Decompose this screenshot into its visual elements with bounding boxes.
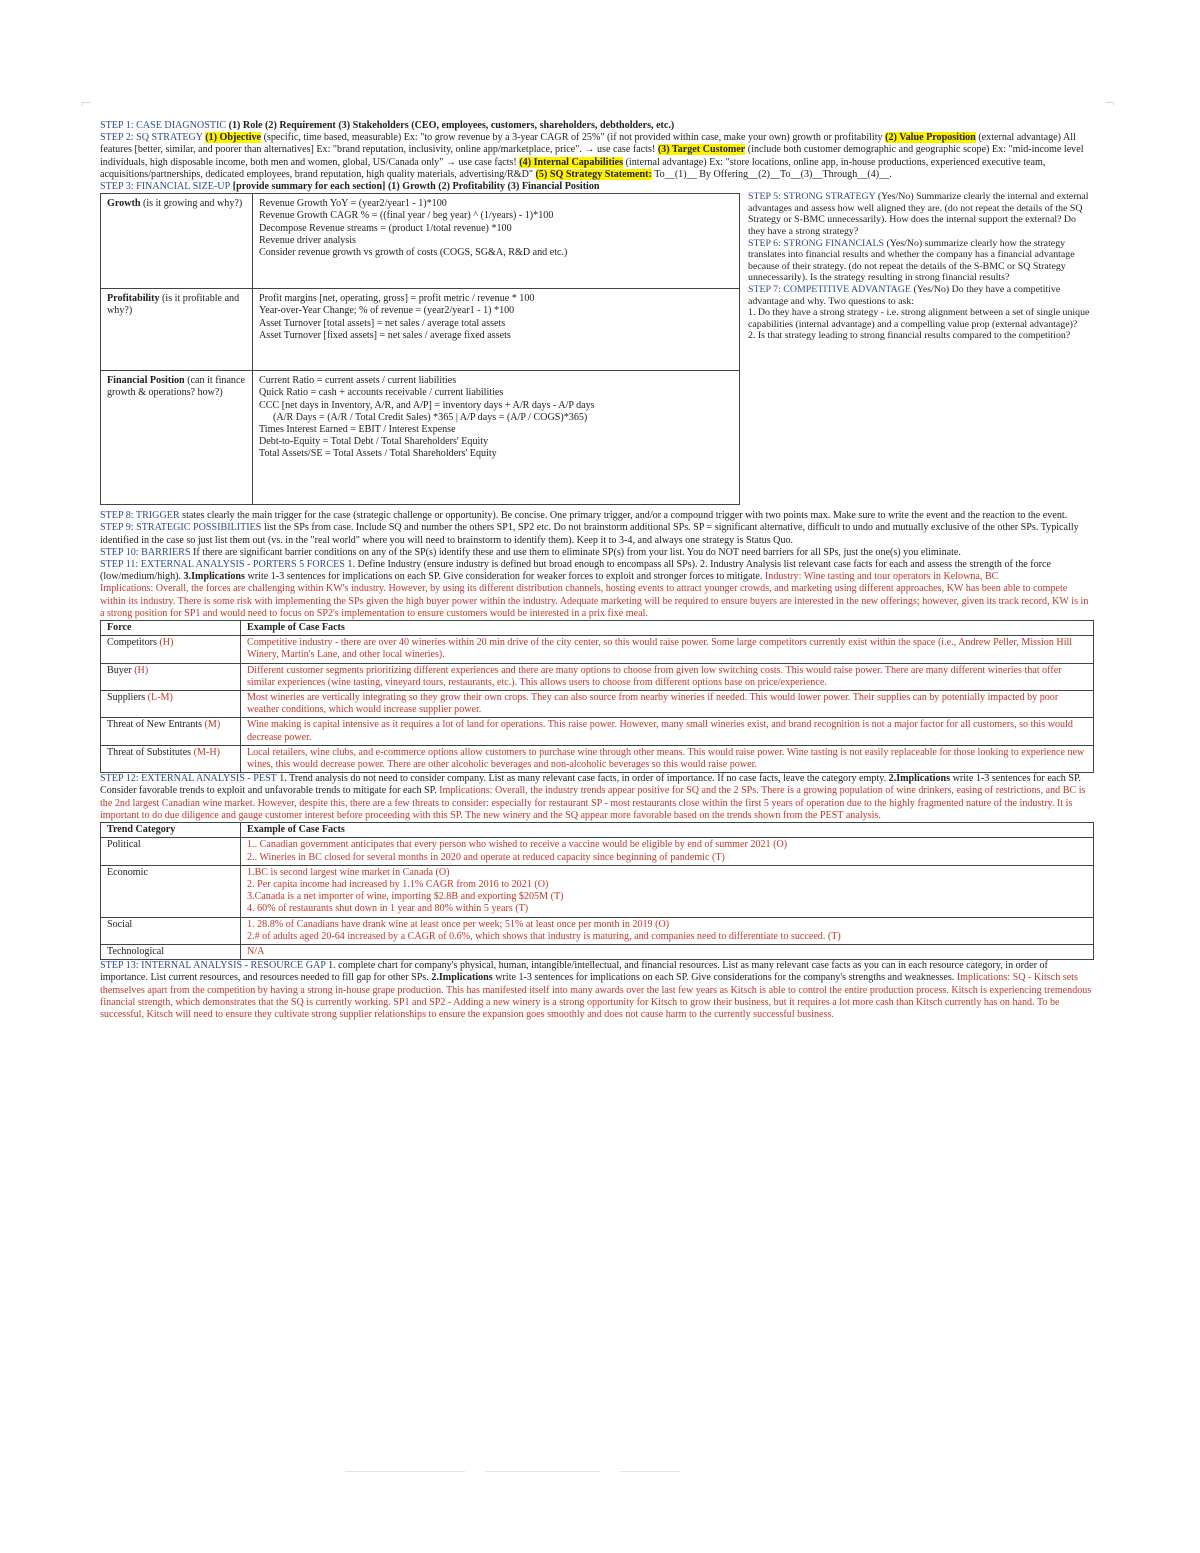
step2-value-label: (2) Value Proposition: [885, 132, 976, 144]
step10-text: If there are significant barrier conditions on any of the SP(s) identify these and use them to eliminate SP(s) from your list. You do NOT need barriers for all SPs, just the one(s) you eliminate.: [190, 546, 961, 558]
step2-internal-text: (internal advantage) Ex: "store locations, online app, in-house productions, experienced executive team, acquisitions/partnerships, dedicated employees, brand reputation, high quality materials, advertising/R&D": [100, 156, 1046, 180]
table-row: [101, 194, 740, 289]
step2-target-label: (3) Target Customer: [657, 144, 746, 156]
force-rating: (L-M): [145, 692, 173, 704]
step8-heading: STEP 8: TRIGGER: [100, 510, 180, 522]
step5-text: (Yes/No) Summarize clearly the internal and external advantages and assess how well aligned they are. (do not repeat the details of the SQ Strategy or S-BMC unnecessarily). How does the internal support the external? Do they have a strong strategy?: [748, 191, 1089, 237]
table-row: [101, 663, 1094, 690]
column-header-trend: Trend Category: [101, 823, 241, 838]
step2-target-text: (include both customer demographic and geographic scope) Ex: "mid-income level individuals, high disposable income, both men and women, global, US/Canada only" → use case facts!: [100, 144, 1084, 168]
table-row: [101, 745, 1094, 772]
step12-heading: STEP 12: EXTERNAL ANALYSIS - PEST: [100, 773, 277, 785]
force-cell: [101, 636, 241, 663]
table-row: [101, 838, 1094, 865]
step7-paragraph: [748, 284, 1094, 307]
force-cell: [101, 745, 241, 772]
profitability-label-question: (is it profitable and why?): [107, 293, 240, 317]
force-rating: (M): [202, 719, 221, 731]
step7-question-2: 2. Is that strategy leading to strong financial results compared to the competition?: [748, 330, 1071, 342]
step13-text-1: 1. complete chart for company's physical, human, intangible/intellectual, and financial resources. List as many relevant case facts as you can in each resource category, in order of importance. List current resources, and resources needed to fill gap for other SPs.: [100, 960, 1048, 984]
case-framework-content: [100, 120, 1094, 1021]
trend-category: Economic: [101, 865, 241, 917]
step5-paragraph: [748, 191, 1094, 237]
step2-value-text: (external advantage) All features [better, similar, and poorer than alternatives] Ex: "brand reputation, inclusivity, online app/marketplace, price". → use case facts!: [100, 132, 1076, 156]
step5-heading: STEP 5: STRONG STRATEGY: [748, 191, 876, 203]
footer-divider: [485, 1471, 600, 1472]
step3-text: [provide summary for each section] (1) Growth (2) Profitability (3) Financial Position: [230, 181, 600, 193]
financial-position-label-question: (can it finance growth & operations? how?): [107, 375, 245, 399]
table-row: [101, 865, 1094, 917]
step9-paragraph: [100, 522, 1094, 546]
step1-paragraph: [100, 120, 1094, 132]
financial-position-formulas-cell: [253, 371, 740, 505]
force-fact-cell: Most wineries are vertically integrating so they grow their own crops. They can also source from nearby wineries if needed. This would lower power. Their supplies can by potentially impacted by poor weather conditions, which would increase supplier power.: [241, 691, 1094, 718]
formula-line: Current Ratio = current assets / current liabilities: [259, 375, 457, 387]
step13-implications: Implications: SQ - Kitsch sets themselves apart from the competition by having a strong in-house grape production. This has manifested itself into many awards over the last few years as Kitsch is able to control the entire production process. Kitsch is experiencing tremendous financial strength, which demonstrates that the SQ is currently working. SP1 and SP2 - Adding a new winery is a strong opportunity for Kitsch to grow their business, but it requires a lot more cash than Kitsch currently has on hand. To be successful, Kitsch will need to ensure they cultivate strong supplier relationships to ensure the expansion goes smoothly and does not cause harm to the currently successful business.: [100, 972, 1092, 1020]
trend-facts-cell: [241, 917, 1094, 944]
trend-fact: 2. Per capita income had increased by 1.1% CAGR from 2016 to 2021 (O): [247, 878, 549, 890]
growth-label-question: (is it growing and why?): [140, 198, 243, 210]
trend-category: Social: [101, 917, 241, 944]
step10-paragraph: [100, 547, 1094, 559]
formula-line: Revenue Growth CAGR % = ((final year / beg year) ^ (1/years) - 1)*100: [259, 210, 554, 222]
financial-position-label-cell: [101, 371, 253, 505]
step6-heading: STEP 6: STRONG FINANCIALS: [748, 237, 884, 249]
step7-heading: STEP 7: COMPETITIVE ADVANTAGE: [748, 283, 911, 295]
step13-paragraph: [100, 960, 1094, 1021]
trend-fact: 1.. Canadian government anticipates that every person who wished to receive a vaccine would be eligible by end of summer 2021 (O): [247, 839, 788, 851]
formula-line: CCC [net days in Inventory, A/R, and A/P] = inventory days + A/R days - A/P days: [259, 399, 595, 411]
step11-implications: Implications: Overall, the forces are challenging within KW's industry. However, by using its different distribution channels, hosting events to attract younger crowds, and marketing using different approaches, KW has been able to compete within its industry. There is some risk with implementing the SPs given the high buyer power within the industry. Adequate marketing will be required to ensure buyers are interested in the new offerings; however, given its track record, KW is in a strong position for SP1 and would need to focus on SP2's implementation to ensure customers would be interested in a prix fixe meal.: [100, 583, 1089, 619]
force-fact-cell: Wine making is capital intensive as it requires a lot of land for operations. This raise power. However, many small wineries exist, and brand recognition is not a major factor for all customers, so this would decrease power.: [241, 718, 1094, 745]
table-row: [101, 691, 1094, 718]
step11-industry: Industry: Wine tasting and tour operators in Kelowna, BC: [764, 571, 999, 583]
financial-section: [100, 193, 1094, 508]
pest-table: [100, 822, 1094, 960]
footer-divider: [345, 1471, 465, 1472]
step2-statement-label: (5) SQ Strategy Statement:: [535, 168, 652, 180]
table-row: [101, 718, 1094, 745]
trend-fact: 1. 28.8% of Canadians have drank wine at least once per week; 51% at least once per month in 2019 (O): [247, 918, 670, 930]
formula-line: Decompose Revenue streams = (product 1/total revenue) *100: [259, 222, 512, 234]
step11-text-2: write 1-3 sentences for implications on each SP. Give consideration for weaker forces to exploit and stronger forces to mitigate.: [244, 571, 765, 583]
financial-position-label: Financial Position: [107, 375, 185, 387]
formula-line: Debt-to-Equity = Total Debt / Total Shareholders' Equity: [259, 436, 489, 448]
step12-implications-label: 2.Implications: [888, 773, 951, 785]
force-name: Suppliers: [107, 692, 146, 704]
step2-heading: STEP 2: SQ STRATEGY: [100, 132, 203, 144]
step13-heading: STEP 13: INTERNAL ANALYSIS - RESOURCE GAP: [100, 960, 326, 972]
step6-text: (Yes/No) summarize clearly how the strategy translates into financial results and whether the company has a financial advantage because of their strategy. (do not repeat the details of the S-BMC or SQ Strategy unnecessarily). Is the strategy resulting in strong financial results?: [748, 237, 1075, 284]
footer-divider: [620, 1471, 680, 1472]
step3-heading: STEP 3: FINANCIAL SIZE-UP: [100, 181, 231, 193]
step1-text: (1) Role (2) Requirement (3) Stakeholders (CEO, employees, customers, shareholders, debtholders, etc.): [226, 120, 675, 131]
step9-heading: STEP 9: STRATEGIC POSSIBILITIES: [100, 522, 262, 534]
step12-paragraph: [100, 773, 1094, 822]
porters-five-forces-table: [100, 620, 1094, 773]
table-row: [101, 944, 1094, 959]
steps-5-to-7-column: [748, 191, 1094, 342]
table-header-row: [101, 823, 1094, 838]
trend-facts-cell: [241, 944, 1094, 959]
force-cell: [101, 691, 241, 718]
step11-heading: STEP 11: EXTERNAL ANALYSIS - PORTERS 5 FORCES: [100, 559, 345, 571]
force-name: Competitors: [107, 637, 157, 649]
step8-paragraph: [100, 510, 1094, 522]
force-fact-cell: Local retailers, wine clubs, and e-commerce options allow customers to purchase wine through other means. This would raise power. Wine tasting is not easily replaceable for those looking to experience new wines, this would decrease power. There are other alcoholic beverages and non-alcoholic beverages so this would raise power.: [241, 745, 1094, 772]
trend-category: Political: [101, 838, 241, 865]
force-rating: (H): [131, 664, 149, 676]
trend-facts-cell: [241, 865, 1094, 917]
step10-heading: STEP 10: BARRIERS: [100, 546, 191, 558]
step2-paragraph: [100, 132, 1094, 181]
profitability-label-cell: [101, 289, 253, 371]
formula-line: Asset Turnover [fixed assets] = net sales / average fixed assets: [259, 329, 511, 341]
force-fact-cell: Competitive industry - there are over 40 wineries within 20 min drive of the city center, so this would raise power. Some large competitors currently exist within the space (i.e., Andrew Peller, Mission Hill Winery, Martin's Lane, and other local wineries).: [241, 636, 1094, 663]
column-header-force: Force: [101, 621, 241, 636]
force-name: Threat of New Entrants: [107, 719, 203, 731]
step11-text-1: 1. Define Industry (ensure industry is defined but broad enough to encompass all SPs). 2. Industry Analysis list relevant case facts for each and assess the strength of the force (low/medium/high).: [100, 559, 1051, 583]
step12-implications: Implications: Overall, the industry trends appear positive for SQ and the 2 SPs. There is a growing population of wine drinkers, easing of restrictions, and BC is the 2nd largest Canadian wine market. However, despite this, there are a few threats to consider: especially for restaurant SP - most restaurants close within the first 5 years of operation due to the highly fragmented nature of the industry. It is important to do due diligence and gauge customer interest before proceeding with this SP. The new winery and the SQ appear more favorable based on the trends shown from the PEST analysis.: [100, 785, 1086, 821]
scan-corner-mark-right: ¬: [1104, 96, 1116, 112]
step7-text: (Yes/No) Do they have a competitive advantage and why. Two questions to ask:: [748, 283, 1061, 307]
step2-objective-text: (specific, time based, measurable) Ex: "to grow revenue by a 3-year CAGR of 25%" (if not provided within case, make your own) growth or profitability: [261, 132, 886, 144]
step2-statement-text: To__(1)__ By Offering__(2)__To__(3)__Through__(4)__.: [651, 168, 892, 180]
force-name: Threat of Substitutes: [107, 746, 192, 758]
formula-line: Quick Ratio = cash + accounts receivable / current liabilities: [259, 387, 504, 399]
trend-fact: 3.Canada is a net importer of wine, importing $2.8B and exporting $205M (T): [247, 891, 564, 903]
table-row: [101, 917, 1094, 944]
step12-text-2: write 1-3 sentences for each SP. Consider favorable trends to exploit and unfavorable trends to mitigate for each SP.: [100, 773, 1081, 797]
formula-line: Revenue driver analysis: [259, 234, 356, 246]
step7-question-1: 1. Do they have a strong strategy - i.e. strong alignment between a set of single unique capabilities (internal advantage) and a compelling value prop (external advantage)?: [748, 307, 1090, 330]
force-fact-cell: Different customer segments prioritizing different experiences and there are many options to choose from given low switching costs. This would raise power. There are many different wineries that offer similar experiences (wine tasting, vineyard tours, restaurants, etc.). This allows users to choose from different options base on price/experience.: [241, 663, 1094, 690]
step13-text-2: write 1-3 sentences for implications on each SP. Give considerations for the company's strengths and weaknesses.: [492, 972, 957, 984]
column-header-example: Example of Case Facts: [241, 621, 1094, 636]
trend-fact: 2.. Wineries in BC closed for several months in 2020 and operate at reduced capacity since beginning of pandemic (T): [247, 851, 725, 863]
force-name: Buyer: [107, 664, 132, 676]
growth-label: Growth: [107, 198, 141, 210]
force-rating: (M-H): [191, 746, 220, 758]
step9-text: list the SPs from case. Include SQ and number the others SP1, SP2 etc. Do not brainstorm additional SPs. SP = significant alternative, difficult to undo and mutually exclusive of the other SPs. Typically identified in the case so just list them out (vs. in the "real world" where you will need to brainstorm to identify them). Keep it to 3-4, and always one strategy is Status Quo.: [100, 522, 1079, 546]
step2-objective-label: (1) Objective: [205, 132, 262, 144]
step1-heading: STEP 1: CASE DIAGNOSTIC: [100, 120, 227, 131]
formula-line: Total Assets/SE = Total Assets / Total Shareholders' Equity: [259, 448, 497, 460]
force-cell: [101, 663, 241, 690]
force-cell: [101, 718, 241, 745]
trend-fact: N/A: [247, 945, 265, 957]
profitability-formulas-cell: [253, 289, 740, 371]
trend-facts-cell: [241, 838, 1094, 865]
step11-paragraph: [100, 559, 1094, 583]
table-row: [101, 371, 740, 505]
step8-text: states clearly the main trigger for the case (strategic challenge or opportunity). Be concise. One primary trigger, and/or a compound trigger with two points max. Make sure to write the event and the reaction to the event.: [179, 510, 1068, 522]
growth-label-cell: [101, 194, 253, 289]
table-header-row: [101, 621, 1094, 636]
formula-line: Year-over-Year Change; % of revenue = (year2/year1 - 1) *100: [259, 305, 515, 317]
column-header-example: Example of Case Facts: [241, 823, 1094, 838]
scan-corner-mark-left: ⌐: [80, 96, 92, 112]
formula-line: Revenue Growth YoY = (year2/year1 - 1)*100: [259, 198, 447, 210]
table-row: [101, 289, 740, 371]
trend-fact: 2.# of adults aged 20-64 increased by a CAGR of 0.6%, which shows that industry is maturing, and companies need to differentiate to succeed. (T): [247, 930, 841, 942]
formula-line: Consider revenue growth vs growth of costs (COGS, SG&A, R&D and etc.): [259, 247, 568, 259]
step13-implications-label: 2.Implications: [431, 972, 493, 984]
formula-line: (A/R Days = (A/R / Total Credit Sales) *365 | A/P days = (A/P / COGS)*365): [273, 411, 588, 423]
trend-fact: 1.BC is second largest wine market in Canada (O): [247, 866, 450, 878]
formula-line: Profit margins [net, operating, gross] = profit metric / revenue * 100: [259, 293, 535, 305]
trend-fact: 4. 60% of restaurants shut down in 1 year and 80% within 5 years (T): [247, 903, 529, 915]
profitability-label: Profitability: [107, 293, 160, 305]
formula-line: Asset Turnover [total assets] = net sales / average total assets: [259, 317, 506, 329]
growth-formulas-cell: [253, 194, 740, 289]
step2-internal-label: (4) Internal Capabilities: [519, 156, 624, 168]
table-row: [101, 636, 1094, 663]
step11-implications-label: 3.Implications: [183, 571, 245, 583]
formula-line: Times Interest Earned = EBIT / Interest Expense: [259, 424, 456, 436]
force-rating: (H): [156, 637, 174, 649]
trend-category: Technological: [101, 944, 241, 959]
step6-paragraph: [748, 238, 1094, 284]
financial-sizeup-table: [100, 193, 740, 505]
step12-text-1: 1. Trend analysis do not need to consider company. List as many relevant case facts, in order of importance. If no case facts, leave the category empty.: [276, 773, 889, 785]
